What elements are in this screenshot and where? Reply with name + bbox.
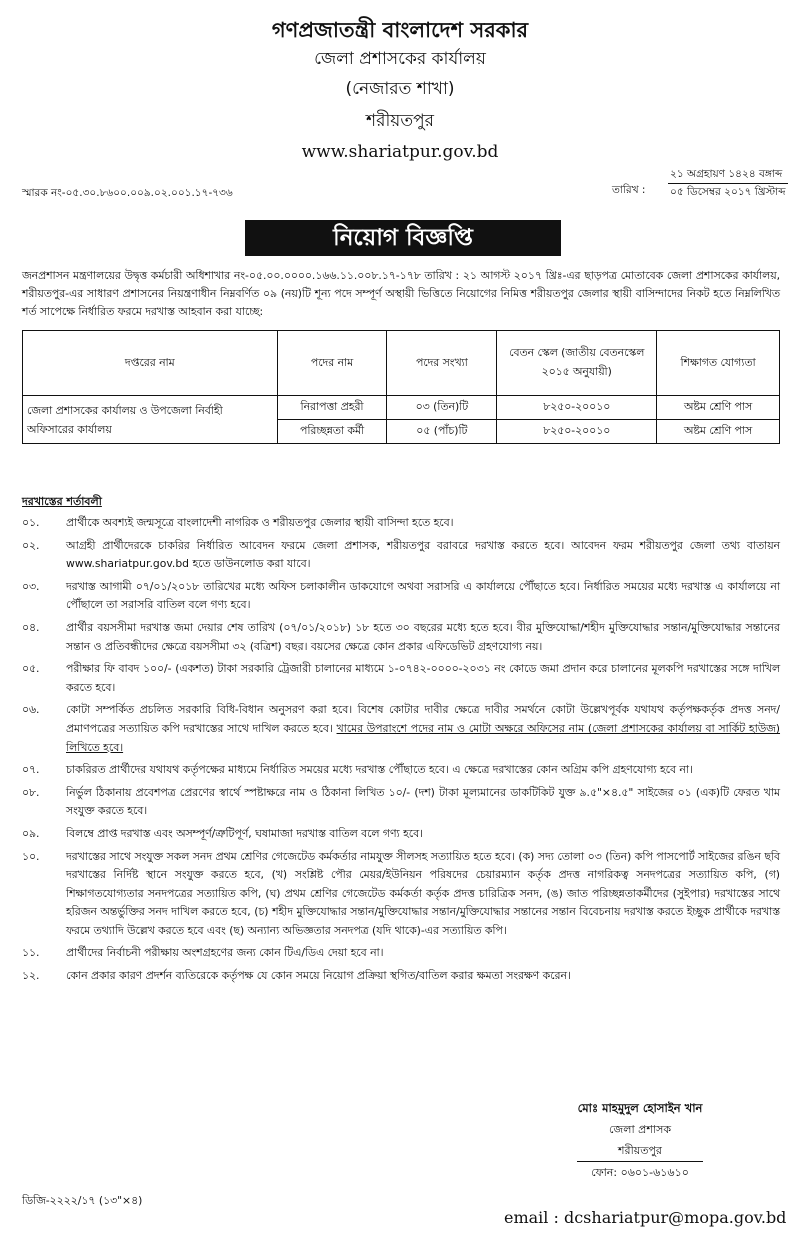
list-item <box>22 514 780 533</box>
term-number: ০৩. <box>22 579 40 593</box>
terms-title: দরখাস্তের শর্তাবলী <box>22 495 102 508</box>
date-label: তারিখ : <box>612 184 646 196</box>
list-item <box>22 825 780 844</box>
signatory-name: মোঃ মাহমুদুল হোসাইন খান <box>577 1101 703 1115</box>
list-item <box>22 784 780 821</box>
table-row <box>23 396 780 420</box>
email-address[interactable]: email : dcshariatpur@mopa.gov.bd <box>504 1208 787 1227</box>
term-number: ০৬. <box>22 703 40 717</box>
date-bangla: ২১ অগ্রহায়ণ ১৪২৪ বঙ্গাব্দ <box>668 166 788 184</box>
count-cell: ০৩ (তিন)টি <box>387 396 497 420</box>
header-post: পদের নাম <box>277 331 387 396</box>
post-cell: নিরাপত্তা প্রহরী <box>277 396 387 420</box>
vacancy-table <box>22 330 780 444</box>
list-item <box>22 944 780 963</box>
term-text: আগ্রহী প্রার্থীদেরকে চাকরির নির্ধারিত আবেদন ফরমে জেলা প্রশাসক, শরীয়তপুর বরাবরে দরখাস্ত করতে হবে। আবেদন ফরম শরীয়তপুর জেলা তথ্য বাতায়ন www.shariatpur.gov.bd হতে ডাউনলোড করা যাবে। <box>66 538 780 571</box>
date-english: ০৫ ডিসেম্বর ২০১৭ খ্রিস্টাব্দ <box>670 186 786 198</box>
term-number: ০৭. <box>22 763 40 777</box>
term-number: ০৪. <box>22 620 40 634</box>
terms-list <box>22 514 780 990</box>
scale-cell: ৮২৫০-২০০১০ <box>497 396 657 420</box>
dg-code: ডিজি-২২২২/১৭ (১৩"×৪) <box>22 1194 143 1207</box>
date-block <box>668 166 788 201</box>
term-number: ০৮. <box>22 785 40 799</box>
header-scale: বেতন স্কেল (জাতীয় বেতনস্কেল ২০১৫ অনুযায়ী) <box>497 331 657 396</box>
list-item <box>22 967 780 986</box>
term-number: ০২. <box>22 538 40 552</box>
list-item <box>22 537 780 574</box>
qualification-cell: অষ্টম শ্রেণি পাস <box>657 420 780 444</box>
term-text: দরখাস্ত আগামী ০৭/০১/২০১৮ তারিখের মধ্যে অফিস চলাকালীন ডাকযোগে অথবা সরাসরি এ কার্যালয়ে পৌঁছাতে হবে। নির্ধারিত সময়ের মধ্যে দরখাস্ত এ কার্যালয়ে না পৌঁছালে তা সরাসরি বাতিল বলে গণ্য হবে। <box>66 579 780 612</box>
term-text: দরখাস্তের সাথে সংযুক্ত সকল সনদ প্রথম শ্রেণির গেজেটেড কর্মকর্তার নামযুক্ত সীলসহ সত্যায়িত হতে হবে। (ক) সদ্য তোলা ০৩ (তিন) কপি পাসপোর্ট সাইজের রঙিন ছবি দরখাস্তের নির্দিষ্ট স্থানে সংযুক্ত করতে হবে, (খ) সংশ্লিষ্ট পৌর মেয়র/ইউনিয়ন পরিষদের চেয়ারম্যান কর্তৃক প্রদত্ত নাগরিকত্ব সনদপত্রের সত্যায়িত কপি, (গ) শিক্ষাগতযোগ্যতার সনদপত্রের সত্যায়িত কপি, (ঘ) প্রথম শ্রেণির গেজেটেড কর্মকর্তা কর্তৃক প্রদত্ত চারিত্রিক সনদ, (ঙ) জাত পরিচ্ছন্নতাকর্মীদের (সুইপার) দরখাস্তের সাথে হরিজন অন্তর্ভুক্তির সনদ দাখিল করতে হবে, (চ) শহীদ মুক্তিযোদ্ধার সন্তান/মুক্তিযোদ্ধার সন্তান/মুক্তিযোদ্ধার সন্তানের সন্তান বিবেচনায় দরখাস্ত করতে ইচ্ছুক প্রার্থীকে দরখাস্ত ফরমে তথ্যাদি উল্লেখ করতে হবে এবং (ছ) অন্যান্য অভিজ্ঞতার সনদপত্র (যদি থাকে)-এর সত্যায়িত কপি। <box>66 849 780 937</box>
memo-number: স্মারক নং-০৫.৩০.৮৬০০.০০৯.০২.০০১.১৭-৭৩৬ <box>22 187 233 199</box>
term-text: বিলম্বে প্রাপ্ত দরখাস্ত এবং অসম্পূর্ণ/ত্রুটিপূর্ণ, ঘষামাজা দরখাস্ত বাতিল বলে গণ্য হবে। <box>66 826 423 840</box>
office-name: জেলা প্রশাসকের কার্যালয় <box>314 49 486 69</box>
term-text-wrap <box>66 701 780 757</box>
term-number: ০৫. <box>22 662 40 676</box>
term-text: প্রার্থীকে অবশ্যই জন্মসূত্রে বাংলাদেশী নাগরিক ও শরীয়তপুর জেলার স্থায়ী বাসিন্দা হতে হবে। <box>66 516 454 529</box>
term-number: ০১. <box>22 516 40 529</box>
term-number: ১০. <box>22 849 40 863</box>
website-link[interactable]: www.shariatpur.gov.bd <box>301 142 499 162</box>
district-name: শরীয়তপুর <box>366 111 434 131</box>
term-underlined-text: খামের উপরাংশে পদের নাম ও মোটা অক্ষরে অফিসের নাম (জেলা প্রশাসকের কার্যালয় বা সার্কিট হাউজ) লিখিতে হবে। <box>66 721 781 754</box>
term-number: ১২. <box>22 969 40 983</box>
qualification-cell: অষ্টম শ্রেণি পাস <box>657 396 780 420</box>
header-qualification: শিক্ষাগত যোগ্যতা <box>657 331 780 396</box>
header-office: দপ্তরের নাম <box>23 331 278 396</box>
term-text: কোটা সম্পর্কিত প্রচলিত সরকারি বিধি-বিধান অনুসরণ করা হবে। বিশেষ কোটার দাবীর ক্ষেত্রে দাবীর সমর্থনে কোটা উল্লেখপূর্বক যথাযথ কর্তৃপক্ষকর্তৃক প্রদত্ত সনদ/প্রমাণপত্রের সত্যায়িত কপি দরখাস্তের সাথে দাখিল করতে হবে। <box>66 703 780 735</box>
term-number: ০৯. <box>22 826 40 840</box>
signature-block <box>520 1098 760 1183</box>
header-count: পদের সংখ্যা <box>387 331 497 396</box>
govt-name: গণপ্রজাতন্ত্রী বাংলাদেশ সরকার <box>271 18 529 42</box>
term-text: প্রার্থীদের নির্বাচনী পরীক্ষায় অংশগ্রহণের জন্য কোন টিএ/ডিএ দেয়া হবে না। <box>66 946 384 960</box>
signatory-designation: জেলা প্রশাসক <box>608 1123 672 1136</box>
term-text: প্রার্থীর বয়সসীমা দরখাস্ত জমা দেয়ার শেষ তারিখ (০৭/০১/২০১৮) ১৮ হতে ৩০ বছরের মধ্যে হতে হবে। বীর মুক্তিযোদ্ধা/শহীদ মুক্তিযোদ্ধার সন্তান/মুক্তিযোদ্ধার সন্তানের সন্তান ও প্রতিবন্ধীদের ক্ষেত্রে বয়সসীমা ৩২ (বত্রিশ) বছর। বয়সের ক্ষেত্রে কোন প্রকার এফিডেভিট গ্রহণযোগ্য নয়। <box>66 620 780 653</box>
signatory-phone: ফোন: ০৬০১-৬১৬১০ <box>577 1161 703 1183</box>
post-cell: পরিচ্ছন্নতা কর্মী <box>277 420 387 444</box>
term-text: পরীক্ষার ফি বাবদ ১০০/- (একশত) টাকা সরকারি ট্রেজারী চালানের মাধ্যমে ১-০৭৪২-০০০০-২০৩১ নং কোডে জমা প্রদান করে চালানের মূলকপি দরখাস্তের সঙ্গে দাখিল করতে হবে। <box>66 662 780 694</box>
term-text: কোন প্রকার কারণ প্রদর্শন ব্যতিরেকে কর্তৃপক্ষ যে কোন সময়ে নিয়োগ প্রক্রিয়া স্থগিত/বাতিল করার ক্ষমতা সংরক্ষণ করেন। <box>66 969 571 983</box>
list-item <box>22 660 780 697</box>
count-cell: ০৫ (পাঁচ)টি <box>387 420 497 444</box>
term-text: চাকরিরত প্রার্থীদের যথাযথ কর্তৃপক্ষের মাধ্যমে নির্ধারিত সময়ের মধ্যে দরখাস্ত পৌঁছাতে হবে। এ ক্ষেত্রে দরখাস্তের কোন অগ্রিম কপি গ্রহণযোগ্য হবে না। <box>66 763 693 777</box>
term-number: ১১. <box>22 946 40 960</box>
scale-cell: ৮২৫০-২০০১০ <box>497 420 657 444</box>
section-name: (নেজারত শাখা) <box>345 79 455 99</box>
list-item <box>22 619 780 656</box>
intro-paragraph: জনপ্রশাসন মন্ত্রণালয়ের উদ্বৃত্ত কর্মচারী অধিশাখার নং-০৫.০০.০০০০.১৬৬.১১.০০৮.১৭-১৭৮ তারিখ : ২১ আগস্ট ২০১৭ খ্রিঃ-এর ছাড়পত্র মোতাবেক জেলা প্রশাসকের কার্যালয়, শরীয়তপুর-এর সাধারণ প্রশাসনের নিয়ন্ত্রণাধীন নিম্নবর্ণিত ০৯ (নয়)টি শূন্য পদে সম্পূর্ণ অস্থায়ী ভিত্তিতে নিয়োগের নিমিত্ত শরীয়তপুর জেলার স্থায়ী বাসিন্দাদের নিকট হতে নিম্নলিখিত শর্ত সাপেক্ষে নির্ধারিত ফরমে দরখাস্ত আহবান করা যাচ্ছে: <box>22 269 780 318</box>
list-item <box>22 578 780 615</box>
list-item <box>22 761 780 780</box>
office-cell: জেলা প্রশাসকের কার্যালয় ও উপজেলা নির্বাহী অফিসারের কার্যালয় <box>23 396 278 444</box>
list-item <box>22 701 780 757</box>
table-header-row <box>23 331 780 396</box>
list-item <box>22 848 780 941</box>
signatory-district: শরীয়তপুর <box>618 1144 662 1157</box>
term-text: নির্ভুল ঠিকানায় প্রবেশপত্র প্রেরণের স্বার্থে স্পষ্টাক্ষরে নাম ও ঠিকানা লিখিত ১০/- (দশ) টাকা মূল্যমানের ডাকটিকিট যুক্ত ৯.৫"×৪.৫" সাইজের ০১ (এক)টি ফেরত খাম সংযুক্ত করতে হবে। <box>66 785 780 818</box>
notice-title: নিয়োগ বিজ্ঞপ্তি <box>245 220 561 256</box>
